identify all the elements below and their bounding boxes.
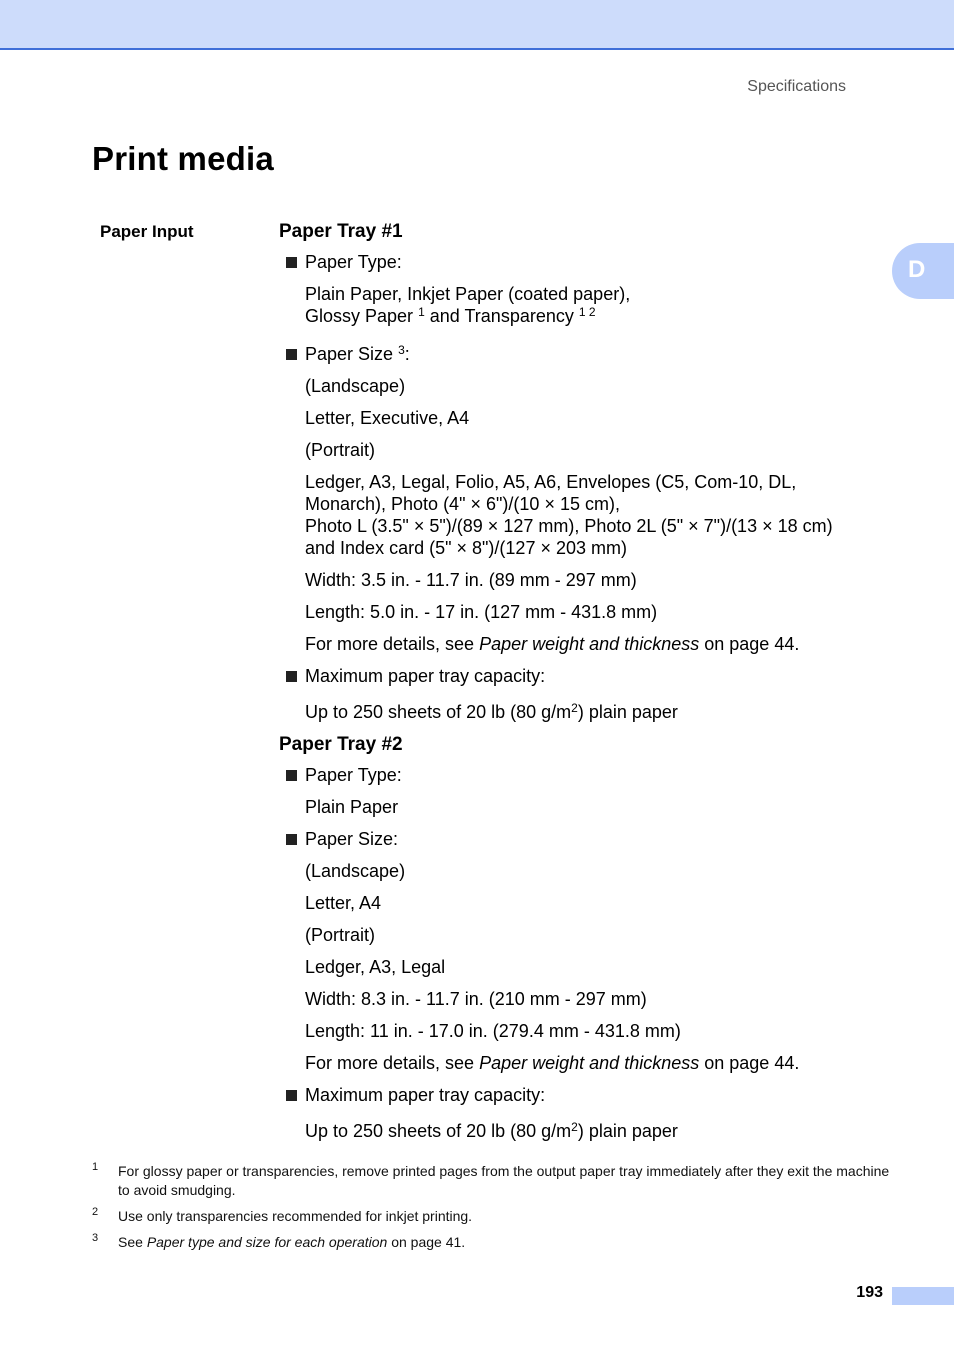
spec-content [279, 220, 879, 1152]
page-title: Print media [92, 140, 274, 177]
tray2-capacity: Maximum paper tray capacity: [279, 1084, 879, 1106]
paper-input-label: Paper Input [100, 222, 194, 241]
footnote-ref[interactable]: 3 [398, 343, 405, 357]
footnote-ref[interactable]: 1 2 [578, 305, 596, 319]
page-number: 193 [856, 1284, 883, 1301]
chapter-tab-label: D [908, 256, 926, 283]
bullet-icon [286, 834, 297, 845]
tray1-paper-size: Paper Size $^3$: [279, 343, 879, 365]
tray2-width: Width: 8.3 in. - 11.7 in. (210 mm - 297 mm) [305, 989, 647, 1009]
footnote-2: 2 Use only transparencies recommended for inkjet printing. [92, 1206, 473, 1224]
paper-weight-link[interactable]: Paper weight and thickness [479, 1053, 700, 1073]
tray1-details: For more details, see Paper weight and thickness on page 44. [305, 634, 800, 654]
paper-weight-link[interactable]: Paper weight and thickness [479, 634, 700, 654]
paper-type-size-link[interactable]: Paper type and size for each operation [146, 1234, 388, 1250]
tray2-landscape-sizes: Letter, A4 [305, 893, 382, 913]
tray1-landscape: (Landscape) [305, 376, 406, 396]
tray2-details: For more details, see Paper weight and thickness on page 44. [305, 1053, 800, 1073]
header-bar [0, 0, 954, 50]
tray1-capacity-value: Up to 250 sheets of 20 lb (80 $g/m^2$) plain paper [305, 701, 678, 722]
tray2-landscape: (Landscape) [305, 861, 406, 881]
tray2-paper-type-value: Plain Paper [305, 797, 399, 817]
tray1-portrait: (Portrait) [305, 440, 376, 460]
footnotes [92, 1162, 892, 1259]
bullet-icon [286, 1090, 297, 1101]
tray1-length: Length: 5.0 in. - 17 in. (127 mm - 431.8 mm) [305, 602, 658, 622]
tray1-paper-type: Paper Type: [279, 251, 879, 273]
bullet-icon [286, 257, 297, 268]
tray1-paper-type-value: Plain Paper, Inkjet Paper (coated paper), Glossy Paper $^1$ and Transparency $^{1 2}$ [305, 284, 631, 326]
footnote-1: 1 For glossy paper or transparencies, remove printed pages from the output paper tray immediately after they exit the machine to avoid smudging. [92, 1161, 890, 1198]
tray1-portrait-sizes: Ledger, A3, Legal, Folio, A5, A6, Envelopes (C5, Com-10, DL, Monarch), Photo (4" × 6")/(10 × 15 cm), Photo L (3.5" × 5")/(89 × 127 mm), Photo 2L (5" × 7")/(13 × 18 cm) and Index card (5" × 8")/(127 × 203 mm) [305, 472, 833, 558]
bullet-icon [286, 770, 297, 781]
page-number-bar [892, 1287, 954, 1305]
chapter-tab[interactable] [892, 243, 954, 299]
footnote-3: 3 See Paper type and size for each operation on page 41. [92, 1232, 466, 1250]
tray2-capacity-value: Up to 250 sheets of 20 lb (80 $g/m^2$) plain paper [305, 1120, 678, 1141]
footnote-ref[interactable]: 1 [418, 305, 425, 319]
tray2-paper-size: Paper Size: [279, 828, 879, 850]
section-header: Specifications [747, 78, 846, 95]
bullet-icon [286, 349, 297, 360]
tray2-portrait-sizes: Ledger, A3, Legal [305, 957, 446, 977]
tray1-landscape-sizes: Letter, Executive, A4 [305, 408, 470, 428]
tray2-length: Length: 11 in. - 17.0 in. (279.4 mm - 431.8 mm) [305, 1021, 681, 1041]
tray2-title: Paper Tray #2 [279, 734, 403, 755]
tray1-width: Width: 3.5 in. - 11.7 in. (89 mm - 297 mm) [305, 570, 637, 590]
bullet-icon [286, 671, 297, 682]
tray1-title: Paper Tray #1 [279, 221, 403, 242]
tray1-capacity: Maximum paper tray capacity: [279, 665, 879, 687]
tray2-paper-type: Paper Type: [279, 764, 879, 786]
tray2-portrait: (Portrait) [305, 925, 376, 945]
